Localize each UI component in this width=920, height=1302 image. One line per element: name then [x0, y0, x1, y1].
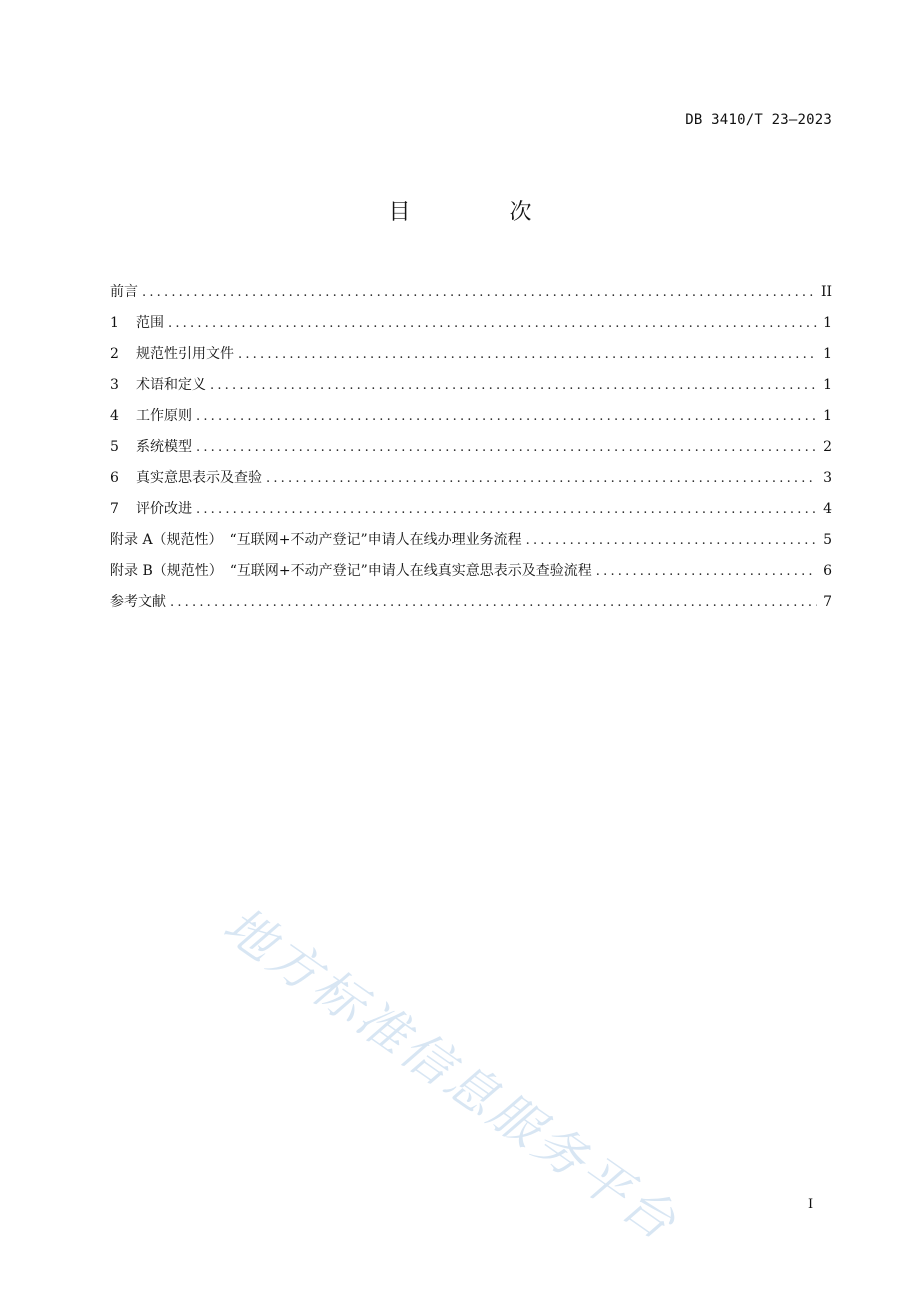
- watermark: 地方标准信息服务平台: [213, 895, 689, 1253]
- toc-leader: [170, 595, 817, 610]
- page-number: I: [808, 1197, 814, 1212]
- toc-number: 4: [110, 408, 119, 424]
- toc-leader: [210, 378, 817, 393]
- toc-leader: [196, 440, 817, 455]
- toc-entry-appendix-a[interactable]: [110, 529, 832, 560]
- toc-page: 1: [823, 346, 832, 362]
- toc-page: 2: [823, 439, 832, 455]
- toc-number: 7: [110, 501, 119, 517]
- toc-leader: [266, 471, 817, 486]
- table-of-contents: [110, 281, 832, 622]
- toc-leader: [526, 533, 817, 548]
- doc-code: DB 3410/T 23—2023: [685, 112, 832, 128]
- toc-page: 6: [823, 563, 832, 579]
- toc-entry-intent-verification[interactable]: [110, 467, 832, 498]
- toc-entry-system-model[interactable]: [110, 436, 832, 467]
- toc-label: 评价改进: [136, 501, 192, 517]
- toc-leader: [596, 564, 817, 579]
- toc-entry-foreword[interactable]: [110, 281, 832, 312]
- toc-label: 术语和定义: [136, 377, 206, 393]
- toc-leader: [196, 409, 817, 424]
- toc-entry-normative-references[interactable]: [110, 343, 832, 374]
- toc-label: 真实意思表示及查验: [136, 470, 262, 486]
- toc-label: 附录 A（规范性） “互联网+不动产登记”申请人在线办理业务流程: [110, 532, 522, 548]
- toc-label: 规范性引用文件: [136, 346, 234, 362]
- toc-label: 附录 B（规范性） “互联网+不动产登记”申请人在线真实意思表示及查验流程: [110, 563, 592, 579]
- toc-leader: [142, 285, 815, 300]
- toc-label: 参考文献: [110, 594, 166, 610]
- toc-page: 7: [823, 594, 832, 610]
- toc-leader: [196, 502, 817, 517]
- toc-label: 系统模型: [136, 439, 192, 455]
- page-title: 目 次: [388, 200, 578, 225]
- toc-entry-terms[interactable]: [110, 374, 832, 405]
- toc-page: 4: [823, 501, 832, 517]
- toc-label: 前言: [110, 284, 138, 300]
- toc-page: 1: [823, 377, 832, 393]
- toc-number: 1: [110, 315, 119, 331]
- toc-label: 工作原则: [136, 408, 192, 424]
- toc-page: II: [820, 284, 832, 300]
- toc-entry-bibliography[interactable]: [110, 591, 832, 622]
- toc-page: 3: [823, 470, 832, 486]
- toc-leader: [168, 316, 817, 331]
- toc-number: 6: [110, 470, 119, 486]
- toc-label: 范围: [136, 315, 164, 331]
- toc-leader: [238, 347, 817, 362]
- toc-entry-principles[interactable]: [110, 405, 832, 436]
- toc-entry-scope[interactable]: [110, 312, 832, 343]
- toc-entry-appendix-b[interactable]: [110, 560, 832, 591]
- toc-entry-evaluation[interactable]: [110, 498, 832, 529]
- toc-number: 3: [110, 377, 119, 393]
- toc-number: 5: [110, 439, 119, 455]
- toc-page: 5: [823, 532, 832, 548]
- toc-number: 2: [110, 346, 119, 362]
- toc-page: 1: [823, 408, 832, 424]
- toc-page: 1: [823, 315, 832, 331]
